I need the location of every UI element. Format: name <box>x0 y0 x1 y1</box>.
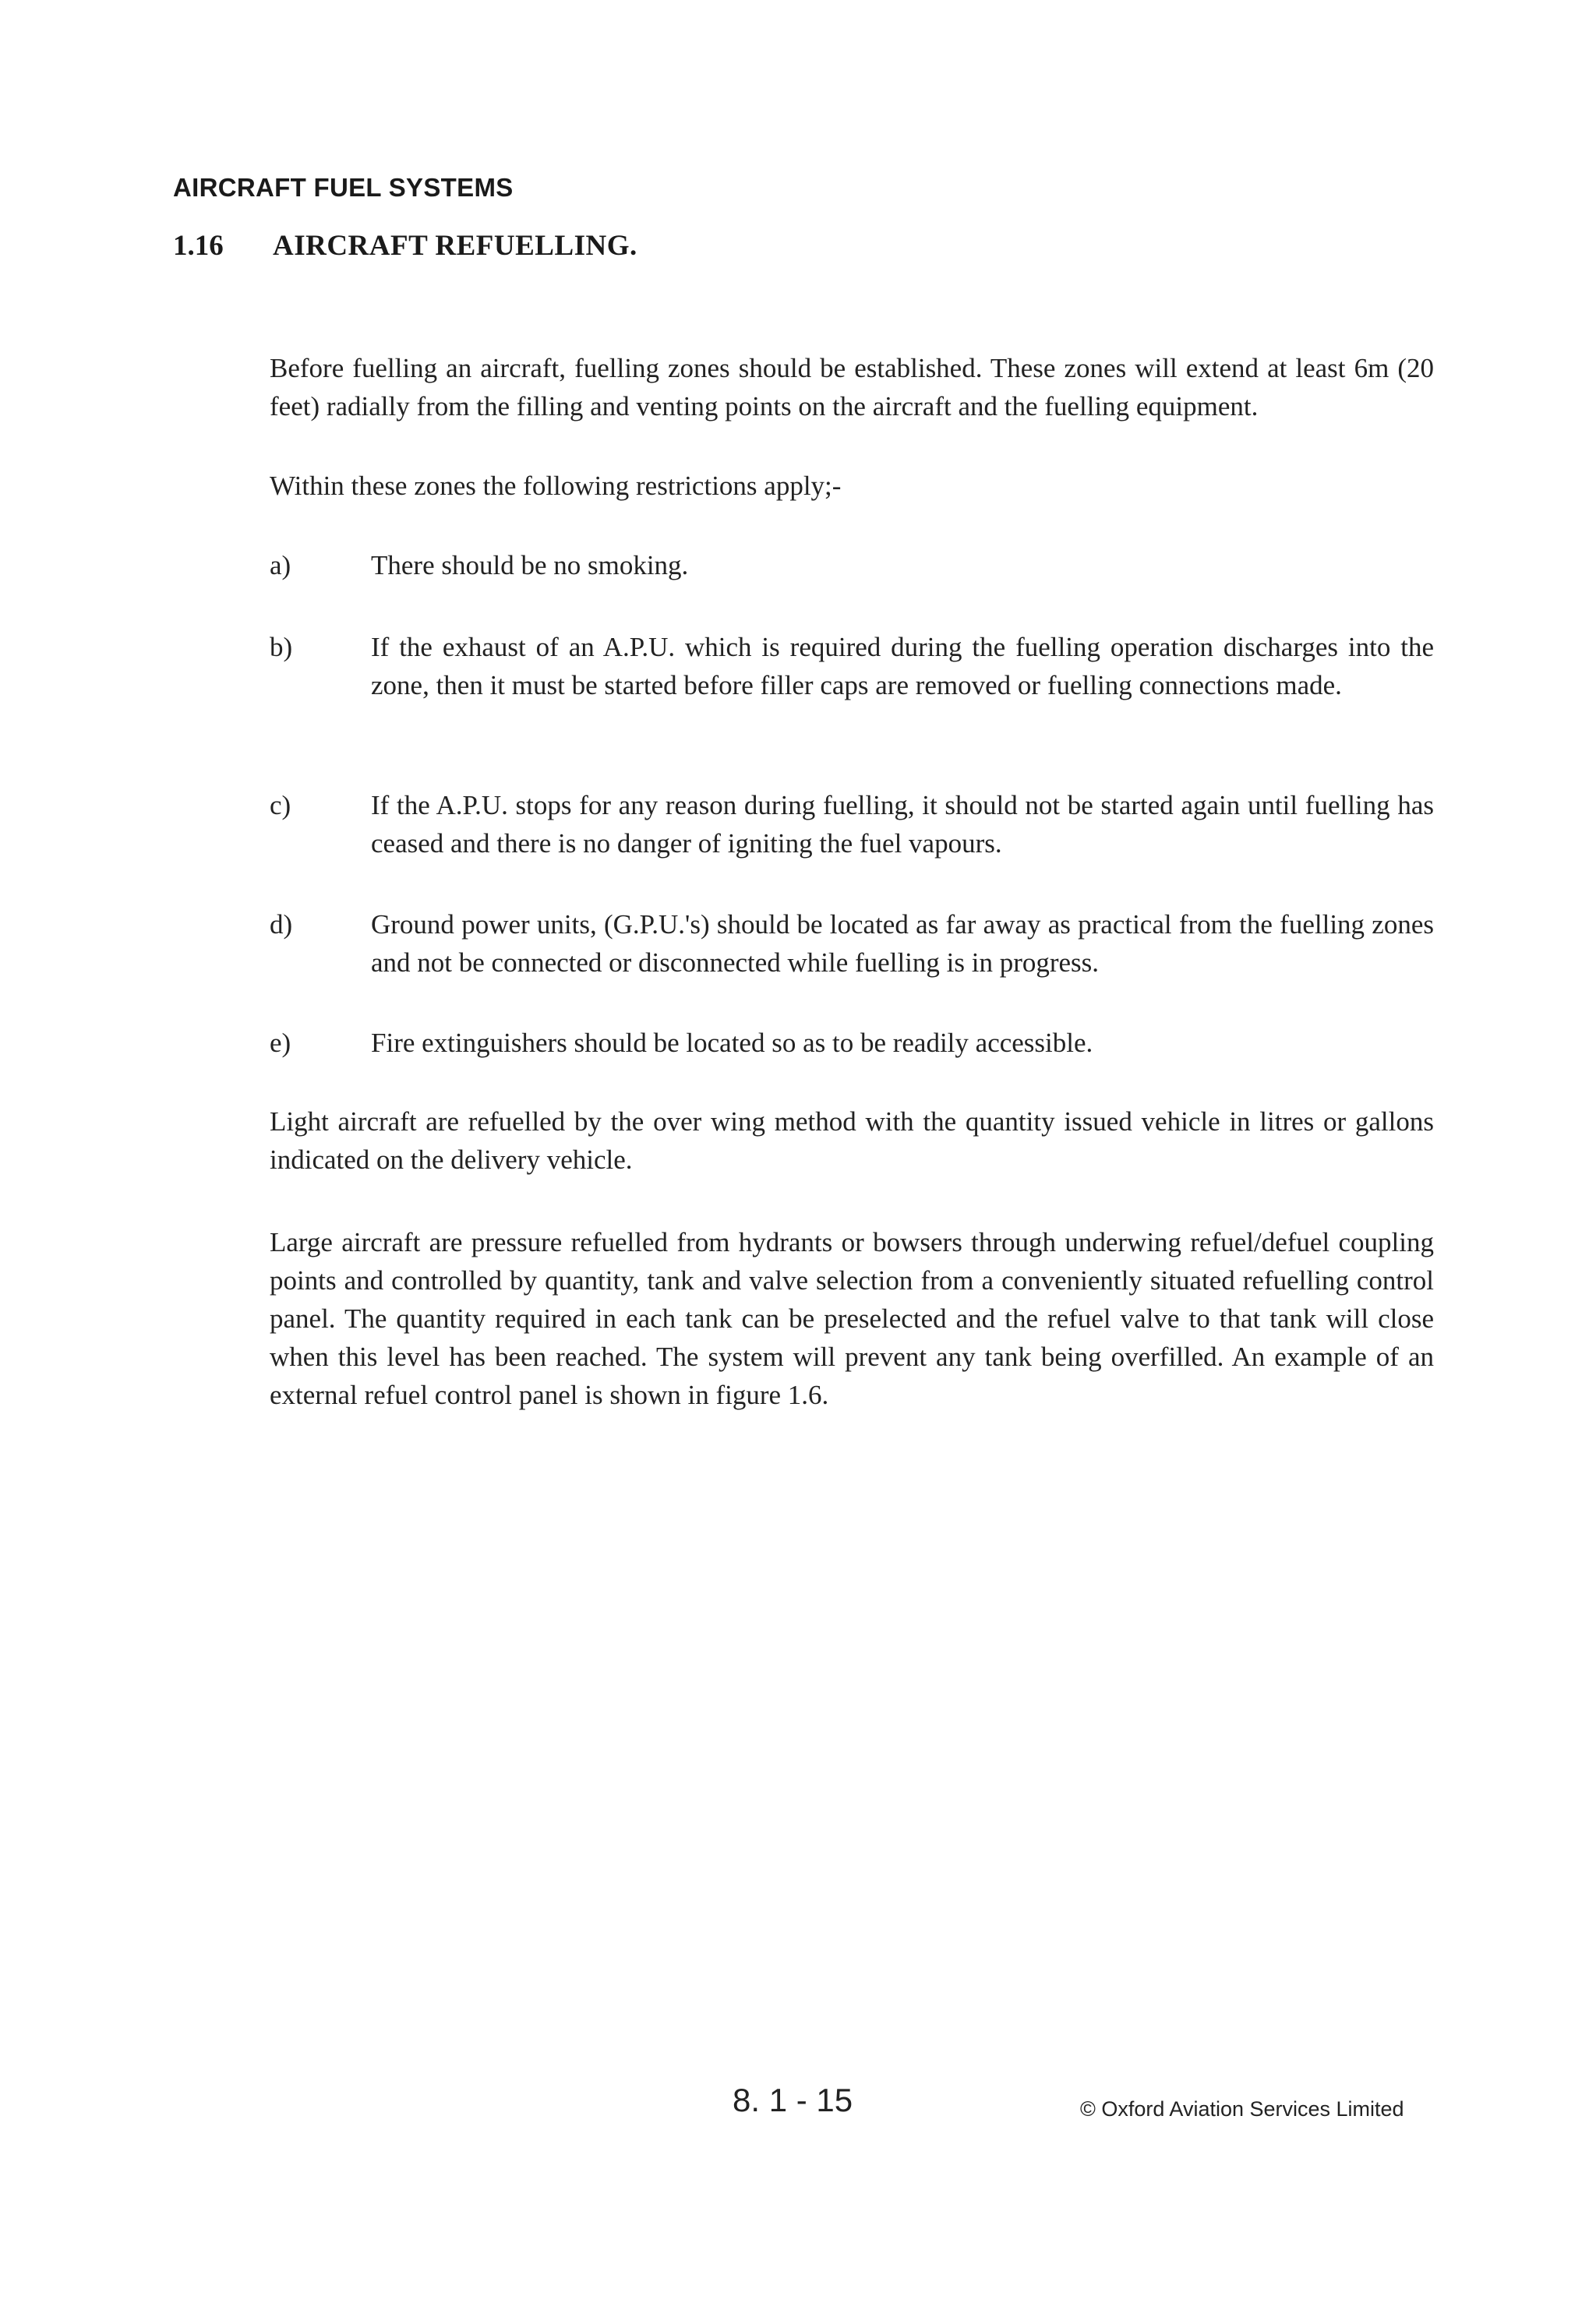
item-text: If the exhaust of an A.P.U. which is required during the fuelling operation discharges into the zone, then it must be started before filler caps are removed or fuelling connections made. <box>371 632 1434 700</box>
restrictions-lead: Within these zones the following restrictions apply;- <box>270 471 842 501</box>
section-number: 1.16 <box>173 230 224 262</box>
item-text: Ground power units, (G.P.U.'s) should be located as far away as practical from the fuelling zones and not be connected or disconnected while fuelling is in progress. <box>371 909 1434 978</box>
page-number: 8. 1 - 15 <box>733 2082 853 2118</box>
light-aircraft-paragraph: Light aircraft are refuelled by the over wing method with the quantity issued vehicle in litres or gallons indicated on the delivery vehicle. <box>270 1106 1434 1175</box>
item-text: If the A.P.U. stops for any reason during fuelling, it should not be started again until fuelling has ceased and there is no danger of igniting the fuel vapours. <box>371 790 1434 859</box>
item-letter: c) <box>270 790 291 820</box>
item-text: There should be no smoking. <box>371 550 689 580</box>
item-letter: d) <box>270 909 293 940</box>
section-heading <box>173 229 637 263</box>
copyright-notice: © Oxford Aviation Services Limited <box>1080 2097 1404 2121</box>
item-letter: b) <box>270 632 293 662</box>
item-letter: a) <box>270 550 291 580</box>
item-text: Fire extinguishers should be located so as to be readily accessible. <box>371 1028 1093 1058</box>
large-aircraft-paragraph: Large aircraft are pressure refuelled from hydrants or bowsers through underwing refuel/defuel coupling points and controlled by quantity, tank and valve selection from a conveniently situated refuelling control panel. The quantity required in each tank can be preselected and the refuel valve to that tank will close when this level has been reached. The system will prevent any tank being overfilled. An example of an external refuel control panel is shown in figure 1.6. <box>270 1227 1434 1410</box>
item-letter: e) <box>270 1028 291 1058</box>
running-header: AIRCRAFT FUEL SYSTEMS <box>173 173 514 202</box>
intro-paragraph: Before fuelling an aircraft, fuelling zones should be established. These zones will extend at least 6m (20 feet) radially from the filling and venting points on the aircraft and the fuelling equipment. <box>270 353 1434 421</box>
section-title: AIRCRAFT REFUELLING. <box>273 230 637 262</box>
